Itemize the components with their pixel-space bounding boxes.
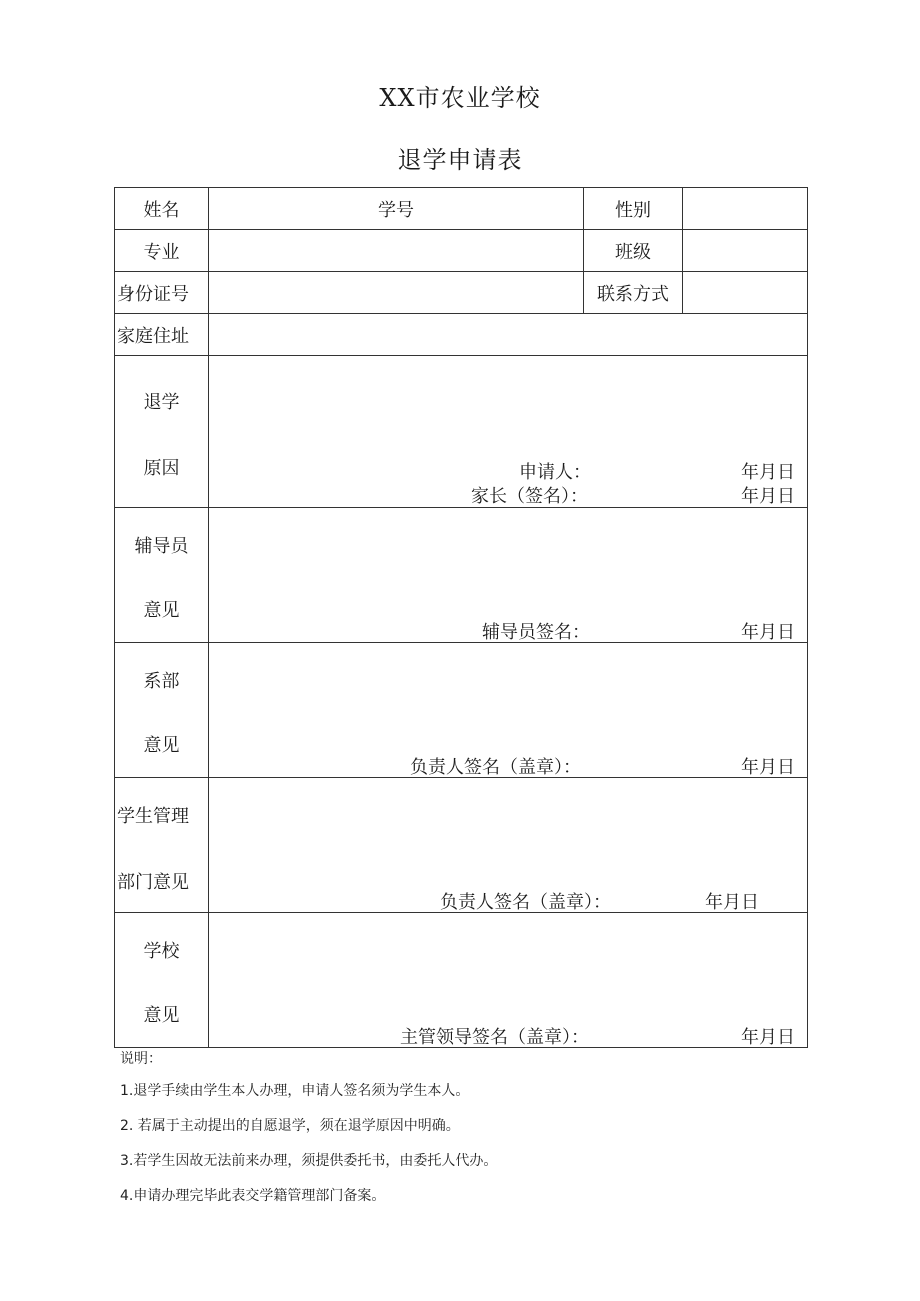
name-label: 姓名 [115,188,209,230]
id-card-field[interactable] [209,272,584,314]
department-signature-label: 负责人签名（盖章）： [410,757,581,778]
row-student-affairs [115,778,808,913]
student-affairs-signature-label: 负责人签名（盖章）： [440,892,611,913]
school-label-cell [115,913,209,1048]
row-id-card [115,272,808,314]
notes-heading: 说明： [120,1051,162,1067]
student-affairs-label-line2: 部门意见 [117,872,189,893]
form-title: 退学申请表 [397,146,523,174]
student-affairs-date: 年月日 [705,892,759,913]
note-item: 3.若学生因故无法前来办理，须提供委托书，由委托人代办。 [120,1153,498,1169]
applicant-signature-label: 申请人： [519,462,591,483]
counselor-label-cell [115,508,209,643]
student-id-label[interactable]: 学号 [209,188,584,230]
reason-label-line1: 退学 [143,392,180,413]
note-item: 1.退学手续由学生本人办理，申请人签名须为学生本人。 [120,1083,470,1099]
gender-field[interactable] [683,188,808,230]
address-label: 家庭住址 [115,314,209,356]
contact-field[interactable] [683,272,808,314]
row-address [115,314,808,356]
parent-signature-label: 家长（签名）： [471,486,588,507]
student-affairs-opinion-field[interactable] [209,778,808,913]
department-label-line1: 系部 [143,671,180,692]
row-reason [115,356,808,508]
major-label: 专业 [115,230,209,272]
row-school [115,913,808,1048]
row-name [115,188,808,230]
reason-field[interactable] [209,356,808,508]
gender-label: 性别 [584,188,683,230]
row-major [115,230,808,272]
note-item: 4.申请办理完毕此表交学籍管理部门备案。 [120,1188,386,1204]
parent-date: 年月日 [741,486,795,507]
school-signature-label: 主管领导签名（盖章）： [400,1027,589,1048]
counselor-label-line1: 辅导员 [134,536,189,557]
notes-section [120,1048,497,1220]
major-field[interactable] [209,230,584,272]
class-field[interactable] [683,230,808,272]
department-opinion-field[interactable] [209,643,808,778]
address-field[interactable] [209,314,808,356]
id-card-label: 身份证号 [115,272,209,314]
contact-label: 联系方式 [584,272,683,314]
withdrawal-form-table [114,187,808,1048]
counselor-label-line2: 意见 [143,600,180,621]
row-department [115,643,808,778]
note-item: 2. 若属于主动提出的自愿退学，须在退学原因中明确。 [120,1118,460,1134]
department-date: 年月日 [741,757,795,778]
school-opinion-field[interactable] [209,913,808,1048]
school-name: XX市农业学校 [379,84,541,112]
department-label-line2: 意见 [143,735,180,756]
counselor-opinion-field[interactable] [209,508,808,643]
school-label-line2: 意见 [143,1005,180,1026]
class-label: 班级 [584,230,683,272]
department-label-cell [115,643,209,778]
student-affairs-label-cell [115,778,209,913]
counselor-date: 年月日 [741,622,795,643]
reason-label-cell [115,356,209,508]
counselor-signature-label: 辅导员签名： [482,622,590,643]
applicant-date: 年月日 [741,462,795,483]
school-date: 年月日 [741,1027,795,1048]
school-label-line1: 学校 [143,941,180,962]
reason-label-line2: 原因 [143,458,180,479]
row-counselor [115,508,808,643]
student-affairs-label-line1: 学生管理 [117,806,189,827]
